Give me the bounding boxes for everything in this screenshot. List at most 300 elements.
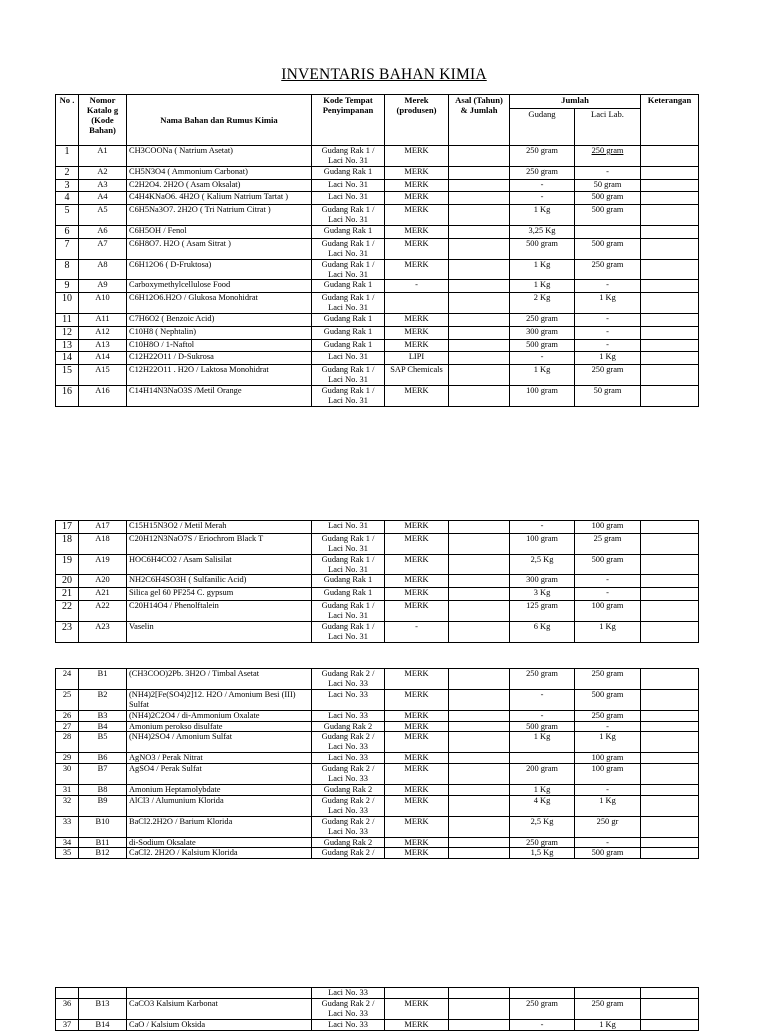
cell-keterangan (641, 732, 699, 753)
cell-merek: - (385, 621, 449, 642)
table-row (56, 848, 699, 859)
cell-kode: Laci No. 33 (312, 753, 385, 764)
cell-asal (449, 732, 510, 753)
cell-merek: MERK (385, 669, 449, 690)
cell-asal (449, 795, 510, 816)
header-nama: Nama Bahan dan Rumus Kimia (127, 95, 312, 146)
cell-no: 2 (56, 166, 79, 179)
cell-no: 1 (56, 146, 79, 167)
cell-kode: Gudang Rak 2 / Laci No. 33 (312, 998, 385, 1019)
cell-merek: MERK (385, 326, 449, 339)
cell-gudang: 250 gram (510, 998, 575, 1019)
table-row (56, 721, 699, 732)
cell-laci: 500 gram (575, 689, 641, 710)
cell-nama: HOC6H4CO2 / Asam Salisilat (127, 554, 312, 575)
cell-merek: MERK (385, 732, 449, 753)
inventory-table-3 (55, 668, 699, 859)
cell-gudang: - (510, 1019, 575, 1030)
cell-kode: Gudang Rak 1 / Laci No. 31 (312, 365, 385, 386)
cell-keterangan (641, 998, 699, 1019)
cell-kode: Gudang Rak 1 / Laci No. 31 (312, 293, 385, 314)
cell-katalog: A17 (79, 521, 127, 534)
cell-merek: SAP Chemicals (385, 365, 449, 386)
cell-keterangan (641, 280, 699, 293)
cell-no: 6 (56, 226, 79, 239)
cell-no: 17 (56, 521, 79, 534)
cell-laci: 1 Kg (575, 352, 641, 365)
cell-katalog: B8 (79, 784, 127, 795)
cell-gudang: 3,25 Kg (510, 226, 575, 239)
cell-merek: MERK (385, 533, 449, 554)
cell-nama (127, 988, 312, 999)
cell-katalog: A10 (79, 293, 127, 314)
table-row (56, 226, 699, 239)
table-row (56, 1019, 699, 1030)
cell-kode: Gudang Rak 1 (312, 314, 385, 327)
cell-nama: C4H4KNaO6. 4H2O ( Kalium Natrium Tartat ) (127, 192, 312, 205)
cell-katalog: A12 (79, 326, 127, 339)
cell-kode: Gudang Rak 1 (312, 326, 385, 339)
cell-kode: Gudang Rak 1 / Laci No. 31 (312, 146, 385, 167)
cell-asal (449, 988, 510, 999)
cell-merek (385, 988, 449, 999)
cell-gudang: 250 gram (510, 837, 575, 848)
cell-no: 7 (56, 238, 79, 259)
cell-gudang: 250 gram (510, 669, 575, 690)
cell-keterangan (641, 988, 699, 999)
cell-keterangan (641, 259, 699, 280)
cell-nama: Silica gel 60 PF254 C. gypsum (127, 588, 312, 601)
cell-keterangan (641, 601, 699, 622)
cell-keterangan (641, 293, 699, 314)
cell-laci: 500 gram (575, 192, 641, 205)
cell-nama: C12H22O11 / D-Sukrosa (127, 352, 312, 365)
cell-laci: - (575, 280, 641, 293)
table-row (56, 837, 699, 848)
cell-asal (449, 238, 510, 259)
cell-laci: 500 gram (575, 238, 641, 259)
cell-katalog: A9 (79, 280, 127, 293)
cell-kode: Gudang Rak 2 / Laci No. 33 (312, 732, 385, 753)
cell-asal (449, 848, 510, 859)
cell-keterangan (641, 1019, 699, 1030)
cell-no: 21 (56, 588, 79, 601)
cell-keterangan (641, 848, 699, 859)
cell-merek (385, 293, 449, 314)
cell-nama: (NH4)2[Fe(SO4)2]12. H2O / Amonium Besi (III) Sulfat (127, 689, 312, 710)
cell-laci: 1 Kg (575, 795, 641, 816)
cell-asal (449, 575, 510, 588)
table-row (56, 601, 699, 622)
table-row (56, 365, 699, 386)
cell-gudang: 1 Kg (510, 784, 575, 795)
cell-kode: Gudang Rak 2 (312, 721, 385, 732)
cell-no: 23 (56, 621, 79, 642)
cell-kode: Gudang Rak 2 / Laci No. 33 (312, 669, 385, 690)
cell-no: 14 (56, 352, 79, 365)
cell-merek: MERK (385, 816, 449, 837)
cell-kode: Laci No. 31 (312, 352, 385, 365)
cell-gudang: - (510, 521, 575, 534)
cell-no: 9 (56, 280, 79, 293)
cell-kode: Laci No. 33 (312, 689, 385, 710)
cell-merek: MERK (385, 998, 449, 1019)
cell-asal (449, 259, 510, 280)
cell-gudang: 1 Kg (510, 732, 575, 753)
cell-nama: Amonium perokso disulfate (127, 721, 312, 732)
cell-laci: 1 Kg (575, 1019, 641, 1030)
cell-asal (449, 753, 510, 764)
cell-gudang: 250 gram (510, 146, 575, 167)
cell-asal (449, 621, 510, 642)
cell-no: 16 (56, 386, 79, 407)
cell-kode: Laci No. 31 (312, 521, 385, 534)
cell-asal (449, 205, 510, 226)
cell-merek: MERK (385, 764, 449, 785)
cell-gudang: - (510, 710, 575, 721)
cell-kode: Laci No. 31 (312, 179, 385, 192)
cell-merek: MERK (385, 601, 449, 622)
header-merek: Merek (produsen) (385, 95, 449, 146)
cell-keterangan (641, 554, 699, 575)
cell-asal (449, 710, 510, 721)
cell-katalog: A6 (79, 226, 127, 239)
cell-gudang: 2,5 Kg (510, 816, 575, 837)
cell-asal (449, 521, 510, 534)
table-row (56, 280, 699, 293)
inventory-table-2 (55, 520, 699, 643)
cell-gudang: 200 gram (510, 764, 575, 785)
cell-keterangan (641, 710, 699, 721)
cell-nama: Amonium Heptamolybdate (127, 784, 312, 795)
cell-kode: Gudang Rak 1 / Laci No. 31 (312, 205, 385, 226)
table-row (56, 816, 699, 837)
cell-laci: 100 gram (575, 601, 641, 622)
cell-merek: MERK (385, 795, 449, 816)
cell-no: 11 (56, 314, 79, 327)
cell-merek: MERK (385, 721, 449, 732)
cell-nama: AgNO3 / Perak Nitrat (127, 753, 312, 764)
cell-asal (449, 816, 510, 837)
cell-katalog: B2 (79, 689, 127, 710)
cell-katalog: A19 (79, 554, 127, 575)
cell-no: 37 (56, 1019, 79, 1030)
cell-asal (449, 601, 510, 622)
cell-no: 13 (56, 339, 79, 352)
cell-no: 25 (56, 689, 79, 710)
cell-nama: AgSO4 / Perak Sulfat (127, 764, 312, 785)
cell-nama: NH2C6H4SO3H ( Sulfanilic Acid) (127, 575, 312, 588)
cell-keterangan (641, 753, 699, 764)
cell-katalog (79, 988, 127, 999)
cell-asal (449, 689, 510, 710)
cell-katalog: B3 (79, 710, 127, 721)
cell-asal (449, 998, 510, 1019)
table-row (56, 293, 699, 314)
cell-laci: - (575, 588, 641, 601)
cell-merek: MERK (385, 205, 449, 226)
cell-asal (449, 280, 510, 293)
cell-laci: 50 gram (575, 386, 641, 407)
cell-keterangan (641, 146, 699, 167)
cell-keterangan (641, 205, 699, 226)
document-title: INVENTARIS BAHAN KIMIA (281, 66, 487, 83)
cell-keterangan (641, 795, 699, 816)
cell-merek: MERK (385, 837, 449, 848)
table-row (56, 179, 699, 192)
cell-katalog: A13 (79, 339, 127, 352)
cell-gudang: 500 gram (510, 339, 575, 352)
cell-keterangan (641, 352, 699, 365)
table-row (56, 192, 699, 205)
table-row (56, 386, 699, 407)
cell-laci: 250 gram (575, 365, 641, 386)
cell-katalog: A15 (79, 365, 127, 386)
cell-laci: 50 gram (575, 179, 641, 192)
cell-no: 18 (56, 533, 79, 554)
cell-gudang: 2,5 Kg (510, 554, 575, 575)
cell-asal (449, 588, 510, 601)
cell-kode: Gudang Rak 1 (312, 280, 385, 293)
cell-no: 29 (56, 753, 79, 764)
cell-no: 27 (56, 721, 79, 732)
cell-no: 34 (56, 837, 79, 848)
header-laci: Laci Lab. (575, 109, 641, 146)
cell-merek: MERK (385, 192, 449, 205)
cell-asal (449, 314, 510, 327)
cell-gudang: 4 Kg (510, 795, 575, 816)
cell-no: 35 (56, 848, 79, 859)
table-row (56, 575, 699, 588)
cell-asal (449, 166, 510, 179)
cell-gudang (510, 753, 575, 764)
cell-merek: MERK (385, 339, 449, 352)
cell-merek: MERK (385, 226, 449, 239)
cell-katalog: A2 (79, 166, 127, 179)
cell-gudang: 300 gram (510, 326, 575, 339)
cell-katalog: A22 (79, 601, 127, 622)
cell-merek: MERK (385, 386, 449, 407)
header-keterangan: Keterangan (641, 95, 699, 146)
header-katalog: Nomor Katalo g (Kode Bahan) (79, 95, 127, 146)
cell-no: 10 (56, 293, 79, 314)
cell-keterangan (641, 521, 699, 534)
cell-laci: 250 gram (575, 259, 641, 280)
cell-laci: 100 gram (575, 753, 641, 764)
table-row (56, 710, 699, 721)
cell-asal (449, 669, 510, 690)
cell-kode: Laci No. 33 (312, 1019, 385, 1030)
cell-laci: - (575, 784, 641, 795)
cell-gudang: 100 gram (510, 533, 575, 554)
cell-asal (449, 386, 510, 407)
cell-katalog: A16 (79, 386, 127, 407)
cell-nama: C10H8 ( Nephtalin) (127, 326, 312, 339)
cell-asal (449, 226, 510, 239)
table-row (56, 621, 699, 642)
cell-laci: - (575, 575, 641, 588)
cell-nama: C20H12N3NaO7S / Eriochrom Black T (127, 533, 312, 554)
cell-merek: MERK (385, 848, 449, 859)
cell-nama: C15H15N3O2 / Metil Merah (127, 521, 312, 534)
cell-laci: - (575, 166, 641, 179)
cell-gudang: 250 gram (510, 314, 575, 327)
inventory-table-1 (55, 94, 699, 407)
cell-gudang: 6 Kg (510, 621, 575, 642)
cell-katalog: B1 (79, 669, 127, 690)
cell-nama: CaCO3 Kalsium Karbonat (127, 998, 312, 1019)
cell-keterangan (641, 226, 699, 239)
cell-nama: C6H5Na3O7. 2H2O ( Tri Natrium Citrat ) (127, 205, 312, 226)
cell-laci: 1 Kg (575, 293, 641, 314)
cell-gudang: 1 Kg (510, 365, 575, 386)
cell-nama: AlCl3 / Alumunium Klorida (127, 795, 312, 816)
table-row (56, 764, 699, 785)
cell-kode: Gudang Rak 1 / Laci No. 31 (312, 238, 385, 259)
cell-katalog: A4 (79, 192, 127, 205)
cell-gudang: - (510, 179, 575, 192)
cell-nama: C12H22O11 . H2O / Laktosa Monohidrat (127, 365, 312, 386)
cell-merek: MERK (385, 575, 449, 588)
cell-laci (575, 988, 641, 999)
cell-kode: Gudang Rak 1 (312, 588, 385, 601)
cell-asal (449, 365, 510, 386)
cell-gudang: 250 gram (510, 166, 575, 179)
cell-merek: MERK (385, 166, 449, 179)
cell-katalog: A20 (79, 575, 127, 588)
cell-kode: Laci No. 31 (312, 192, 385, 205)
cell-kode: Laci No. 33 (312, 988, 385, 999)
cell-asal (449, 293, 510, 314)
cell-gudang: - (510, 689, 575, 710)
cell-laci: - (575, 314, 641, 327)
header-no: No . (56, 95, 79, 146)
cell-merek: MERK (385, 784, 449, 795)
cell-nama: C20H14O4 / Phenolftalein (127, 601, 312, 622)
cell-katalog: B11 (79, 837, 127, 848)
cell-no: 8 (56, 259, 79, 280)
cell-gudang: 500 gram (510, 238, 575, 259)
cell-keterangan (641, 326, 699, 339)
cell-katalog: A5 (79, 205, 127, 226)
cell-merek: LIPI (385, 352, 449, 365)
cell-no (56, 988, 79, 999)
cell-no: 12 (56, 326, 79, 339)
table-row (56, 352, 699, 365)
cell-merek: MERK (385, 554, 449, 575)
cell-merek: MERK (385, 521, 449, 534)
cell-no: 28 (56, 732, 79, 753)
cell-no: 26 (56, 710, 79, 721)
cell-merek: MERK (385, 1019, 449, 1030)
cell-keterangan (641, 837, 699, 848)
header-asal: Asal (Tahun) & Jumlah (449, 95, 510, 146)
cell-nama: (NH4)2C2O4 / di-Ammonium Oxalate (127, 710, 312, 721)
cell-kode: Gudang Rak 1 (312, 575, 385, 588)
cell-asal (449, 326, 510, 339)
cell-asal (449, 352, 510, 365)
cell-keterangan (641, 764, 699, 785)
table-row (56, 521, 699, 534)
cell-laci (575, 226, 641, 239)
cell-keterangan (641, 238, 699, 259)
cell-katalog: A18 (79, 533, 127, 554)
cell-katalog: B10 (79, 816, 127, 837)
cell-gudang: 1,5 Kg (510, 848, 575, 859)
cell-no: 33 (56, 816, 79, 837)
cell-laci: 250 gram (575, 710, 641, 721)
cell-merek: MERK (385, 259, 449, 280)
cell-keterangan (641, 166, 699, 179)
cell-kode: Laci No. 33 (312, 710, 385, 721)
cell-kode: Gudang Rak 1 / Laci No. 31 (312, 386, 385, 407)
table-row (56, 588, 699, 601)
table-row (56, 314, 699, 327)
cell-keterangan (641, 784, 699, 795)
table-row (56, 533, 699, 554)
cell-nama: BaCl2.2H2O / Barium Klorida (127, 816, 312, 837)
cell-laci: 25 gram (575, 533, 641, 554)
cell-nama: C6H8O7. H2O ( Asam Sitrat ) (127, 238, 312, 259)
cell-gudang: 3 Kg (510, 588, 575, 601)
inventory-table-4 (55, 987, 699, 1031)
cell-asal (449, 764, 510, 785)
cell-laci: 1 Kg (575, 621, 641, 642)
cell-merek: MERK (385, 314, 449, 327)
cell-katalog: B7 (79, 764, 127, 785)
cell-asal (449, 179, 510, 192)
cell-merek: MERK (385, 179, 449, 192)
cell-gudang: - (510, 192, 575, 205)
cell-no: 36 (56, 998, 79, 1019)
cell-no: 22 (56, 601, 79, 622)
cell-laci: 500 gram (575, 848, 641, 859)
cell-asal (449, 554, 510, 575)
cell-katalog: A7 (79, 238, 127, 259)
cell-kode: Gudang Rak 1 / Laci No. 31 (312, 533, 385, 554)
cell-no: 24 (56, 669, 79, 690)
cell-asal (449, 533, 510, 554)
cell-merek: MERK (385, 238, 449, 259)
cell-no: 31 (56, 784, 79, 795)
cell-keterangan (641, 179, 699, 192)
cell-nama: C7H6O2 ( Benzoic Acid) (127, 314, 312, 327)
cell-nama: CH3COONa ( Natrium Asetat) (127, 146, 312, 167)
table-row (56, 998, 699, 1019)
cell-katalog: B14 (79, 1019, 127, 1030)
cell-nama: (CH3COO)2Pb. 3H2O / Timbal Asetat (127, 669, 312, 690)
cell-nama: C6H12O6.H2O / Glukosa Monohidrat (127, 293, 312, 314)
cell-no: 20 (56, 575, 79, 588)
cell-katalog: A11 (79, 314, 127, 327)
cell-katalog: A21 (79, 588, 127, 601)
cell-asal (449, 721, 510, 732)
table-row (56, 326, 699, 339)
table-row (56, 238, 699, 259)
cell-nama: C14H14N3NaO3S /Metil Orange (127, 386, 312, 407)
cell-kode: Gudang Rak 1 (312, 339, 385, 352)
table-row (56, 753, 699, 764)
cell-nama: di-Sodium Oksalate (127, 837, 312, 848)
cell-nama: (NH4)2SO4 / Amonium Sulfat (127, 732, 312, 753)
table-row (56, 669, 699, 690)
cell-laci: 250 gram (575, 998, 641, 1019)
cell-nama: Vaselin (127, 621, 312, 642)
cell-katalog: A14 (79, 352, 127, 365)
cell-no: 19 (56, 554, 79, 575)
cell-asal (449, 339, 510, 352)
cell-gudang: 1 Kg (510, 280, 575, 293)
